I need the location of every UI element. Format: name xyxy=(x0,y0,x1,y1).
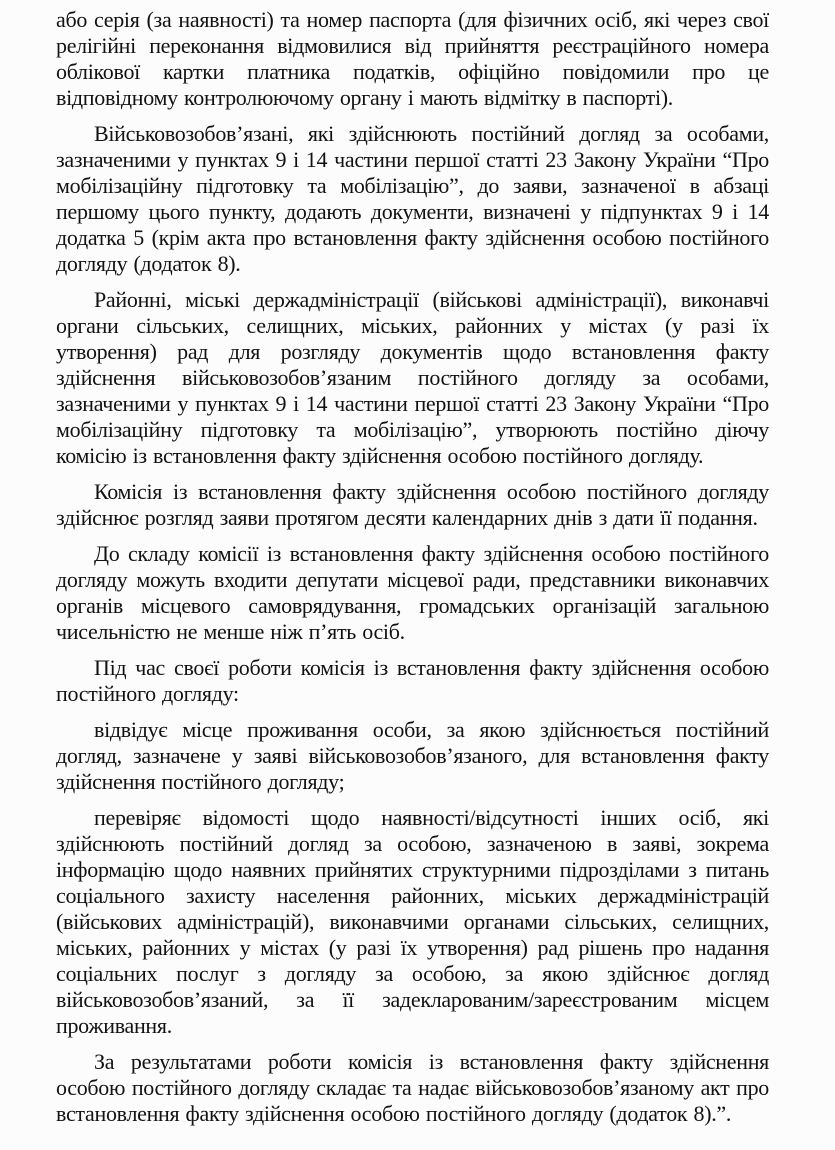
paragraph: Комісія із встановлення факту здійснення особою постійного догляду здійснює розгляд заяви протягом десяти календарних днів з дати її подання. xyxy=(56,479,769,530)
paragraph: або серія (за наявності) та номер паспорта (для фізичних осіб, які через свої релігійні переконання відмовилися від прийняття реєстраційного номера облікової картки платника податків, офіційно повідомили про це відповідному контролюючому органу і мають відмітку в паспорті). xyxy=(56,7,769,110)
paragraph: перевіряє відомості щодо наявності/відсутності інших осіб, які здійснюють постійний догляд за особою, зазначеною в заяві, зокрема інформацію щодо наявних прийнятих структурними підрозділами з питань соціального захисту населення районних, міських держадміністрацій (військових адміністрацій), виконавчими органами сільських, селищних, міських, районних у містах (у разі їх утворення) рад рішень про надання соціальних послуг з догляду за особою, за якою здійснює догляд військовозобов’язаний, за її задекларованим/зареєстрованим місцем проживання. xyxy=(56,805,769,1038)
paragraph: Військовозобов’язані, які здійснюють постійний догляд за особами, зазначеними у пунктах 9 і 14 частини першої статті 23 Закону України “Про мобілізаційну підготовку та мобілізацію”, до заяви, зазначеної в абзаці першому цього пункту, додають документи, визначені у підпунктах 9 і 14 додатка 5 (крім акта про встановлення факту здійснення особою постійного догляду (додаток 8). xyxy=(56,121,769,276)
paragraph: До складу комісії із встановлення факту здійснення особою постійного догляду можуть входити депутати місцевої ради, представники виконавчих органів місцевого самоврядування, громадських організацій загальною чисельністю не менше ніж п’ять осіб. xyxy=(56,541,769,644)
paragraph: відвідує місце проживання особи, за якою здійснюється постійний догляд, зазначене у заяві військовозобов’язаного, для встановлення факту здійснення постійного догляду; xyxy=(56,717,769,794)
paragraph: Районні, міські держадміністрації (військові адміністрації), виконавчі органи сільських, селищних, міських, районних у містах (у разі їх утворення) рад для розгляду документів щодо встановлення факту здійснення військовозобов’язаним постійного догляду за особами, зазначеними у пунктах 9 і 14 частини першої статті 23 Закону України “Про мобілізаційну підготовку та мобілізацію”, утворюють постійно діючу комісію із встановлення факту здійснення особою постійного догляду. xyxy=(56,287,769,468)
paragraph: Під час своєї роботи комісія із встановлення факту здійснення особою постійного догляду: xyxy=(56,655,769,706)
paragraph: За результатами роботи комісія із встановлення факту здійснення особою постійного догляду складає та надає військовозобов’язаному акт про встановлення факту здійснення особою постійного догляду (додаток 8).”. xyxy=(56,1049,769,1126)
